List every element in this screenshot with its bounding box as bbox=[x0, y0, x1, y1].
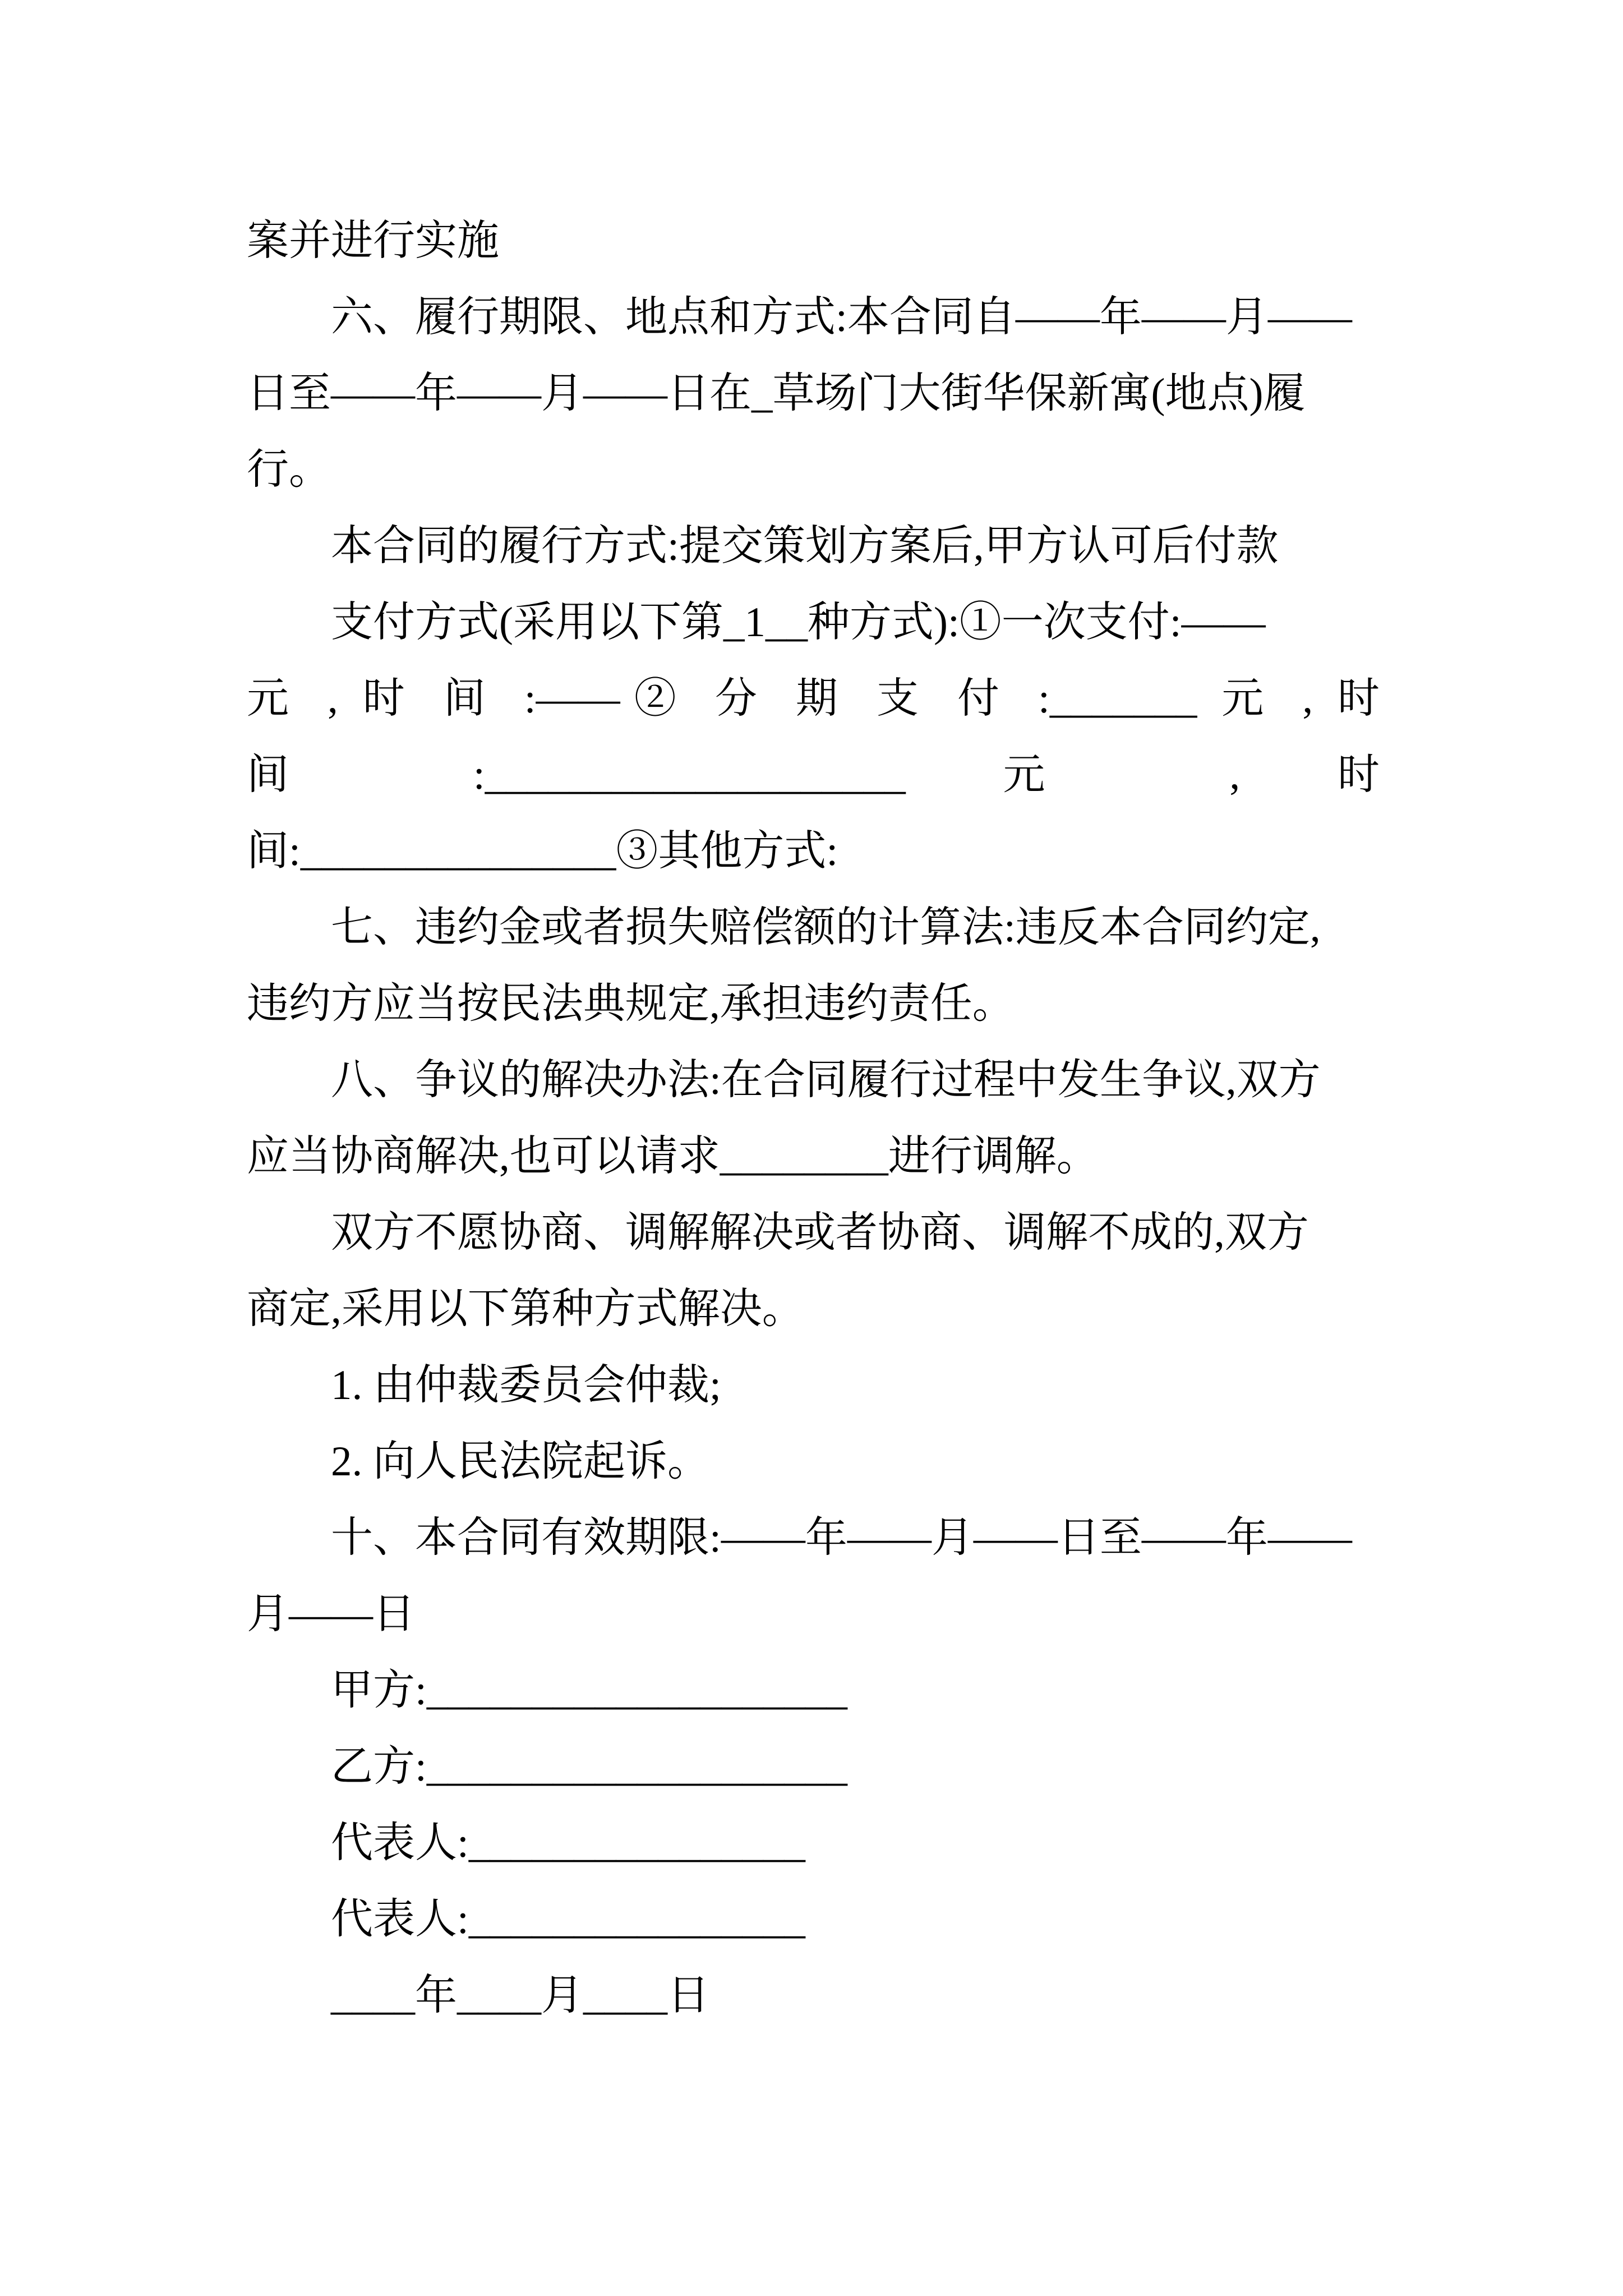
clause-8-heading: 八、争议的解决办法:在合同履行过程中发生争议,双方 bbox=[331, 1057, 1321, 1103]
contract-text-block bbox=[247, 203, 1380, 2034]
clause-6-heading: 六、履行期限、地点和方式:本合同自——年——月—— bbox=[331, 294, 1352, 341]
representative-b-line: 代表人:________________ bbox=[331, 1896, 805, 1943]
dispute-paragraph: 双方不愿协商、调解解决或者协商、调解不成的,双方 bbox=[331, 1209, 1309, 1256]
payment-continuation-3: 间:_______________③其他方式: bbox=[247, 828, 838, 875]
payment-continuation-2: 间 :____________________ 元 , 时 bbox=[247, 752, 1380, 798]
clause-10-heading: 十、本合同有效期限:——年——月——日至——年—— bbox=[331, 1515, 1352, 1561]
party-a-signature-line: 甲方:____________________ bbox=[331, 1667, 847, 1714]
representative-a-line: 代表人:________________ bbox=[331, 1820, 805, 1866]
carryover-line: 案并进行实施 bbox=[247, 218, 500, 264]
dispute-continuation: 商定,采用以下第种方式解决。 bbox=[247, 1286, 804, 1332]
clause-7-continuation: 违约方应当按民法典规定,承担违约责任。 bbox=[247, 981, 1015, 1027]
payment-method-line: 支付方式(采用以下第_1__种方式):①一次支付:—— bbox=[331, 599, 1266, 646]
date-signature-line: ____年____月____日 bbox=[331, 1972, 710, 2019]
clause-10-continuation: 月——日 bbox=[247, 1591, 416, 1637]
arbitration-option-line: 1. 由仲裁委员会仲裁; bbox=[331, 1362, 721, 1409]
clause-8-continuation: 应当协商解决,也可以请求________进行调解。 bbox=[247, 1133, 1099, 1180]
clause-6-continuation-1: 日至——年——月——日在_草场门大街华保新寓(地点)履 bbox=[247, 370, 1306, 417]
court-option-line: 2. 向人民法院起诉。 bbox=[331, 1438, 710, 1485]
clause-7-heading: 七、违约金或者损失赔偿额的计算法:违反本合同约定, bbox=[331, 904, 1321, 951]
clause-6-continuation-2: 行。 bbox=[247, 447, 331, 493]
payment-continuation-1: 元 , 时 间 :——② 分 期 支 付 :_______ 元 , 时 bbox=[247, 675, 1380, 722]
party-b-signature-line: 乙方:____________________ bbox=[331, 1743, 847, 1790]
performance-method-line: 本合同的履行方式:提交策划方案后,甲方认可后付款 bbox=[331, 523, 1279, 569]
